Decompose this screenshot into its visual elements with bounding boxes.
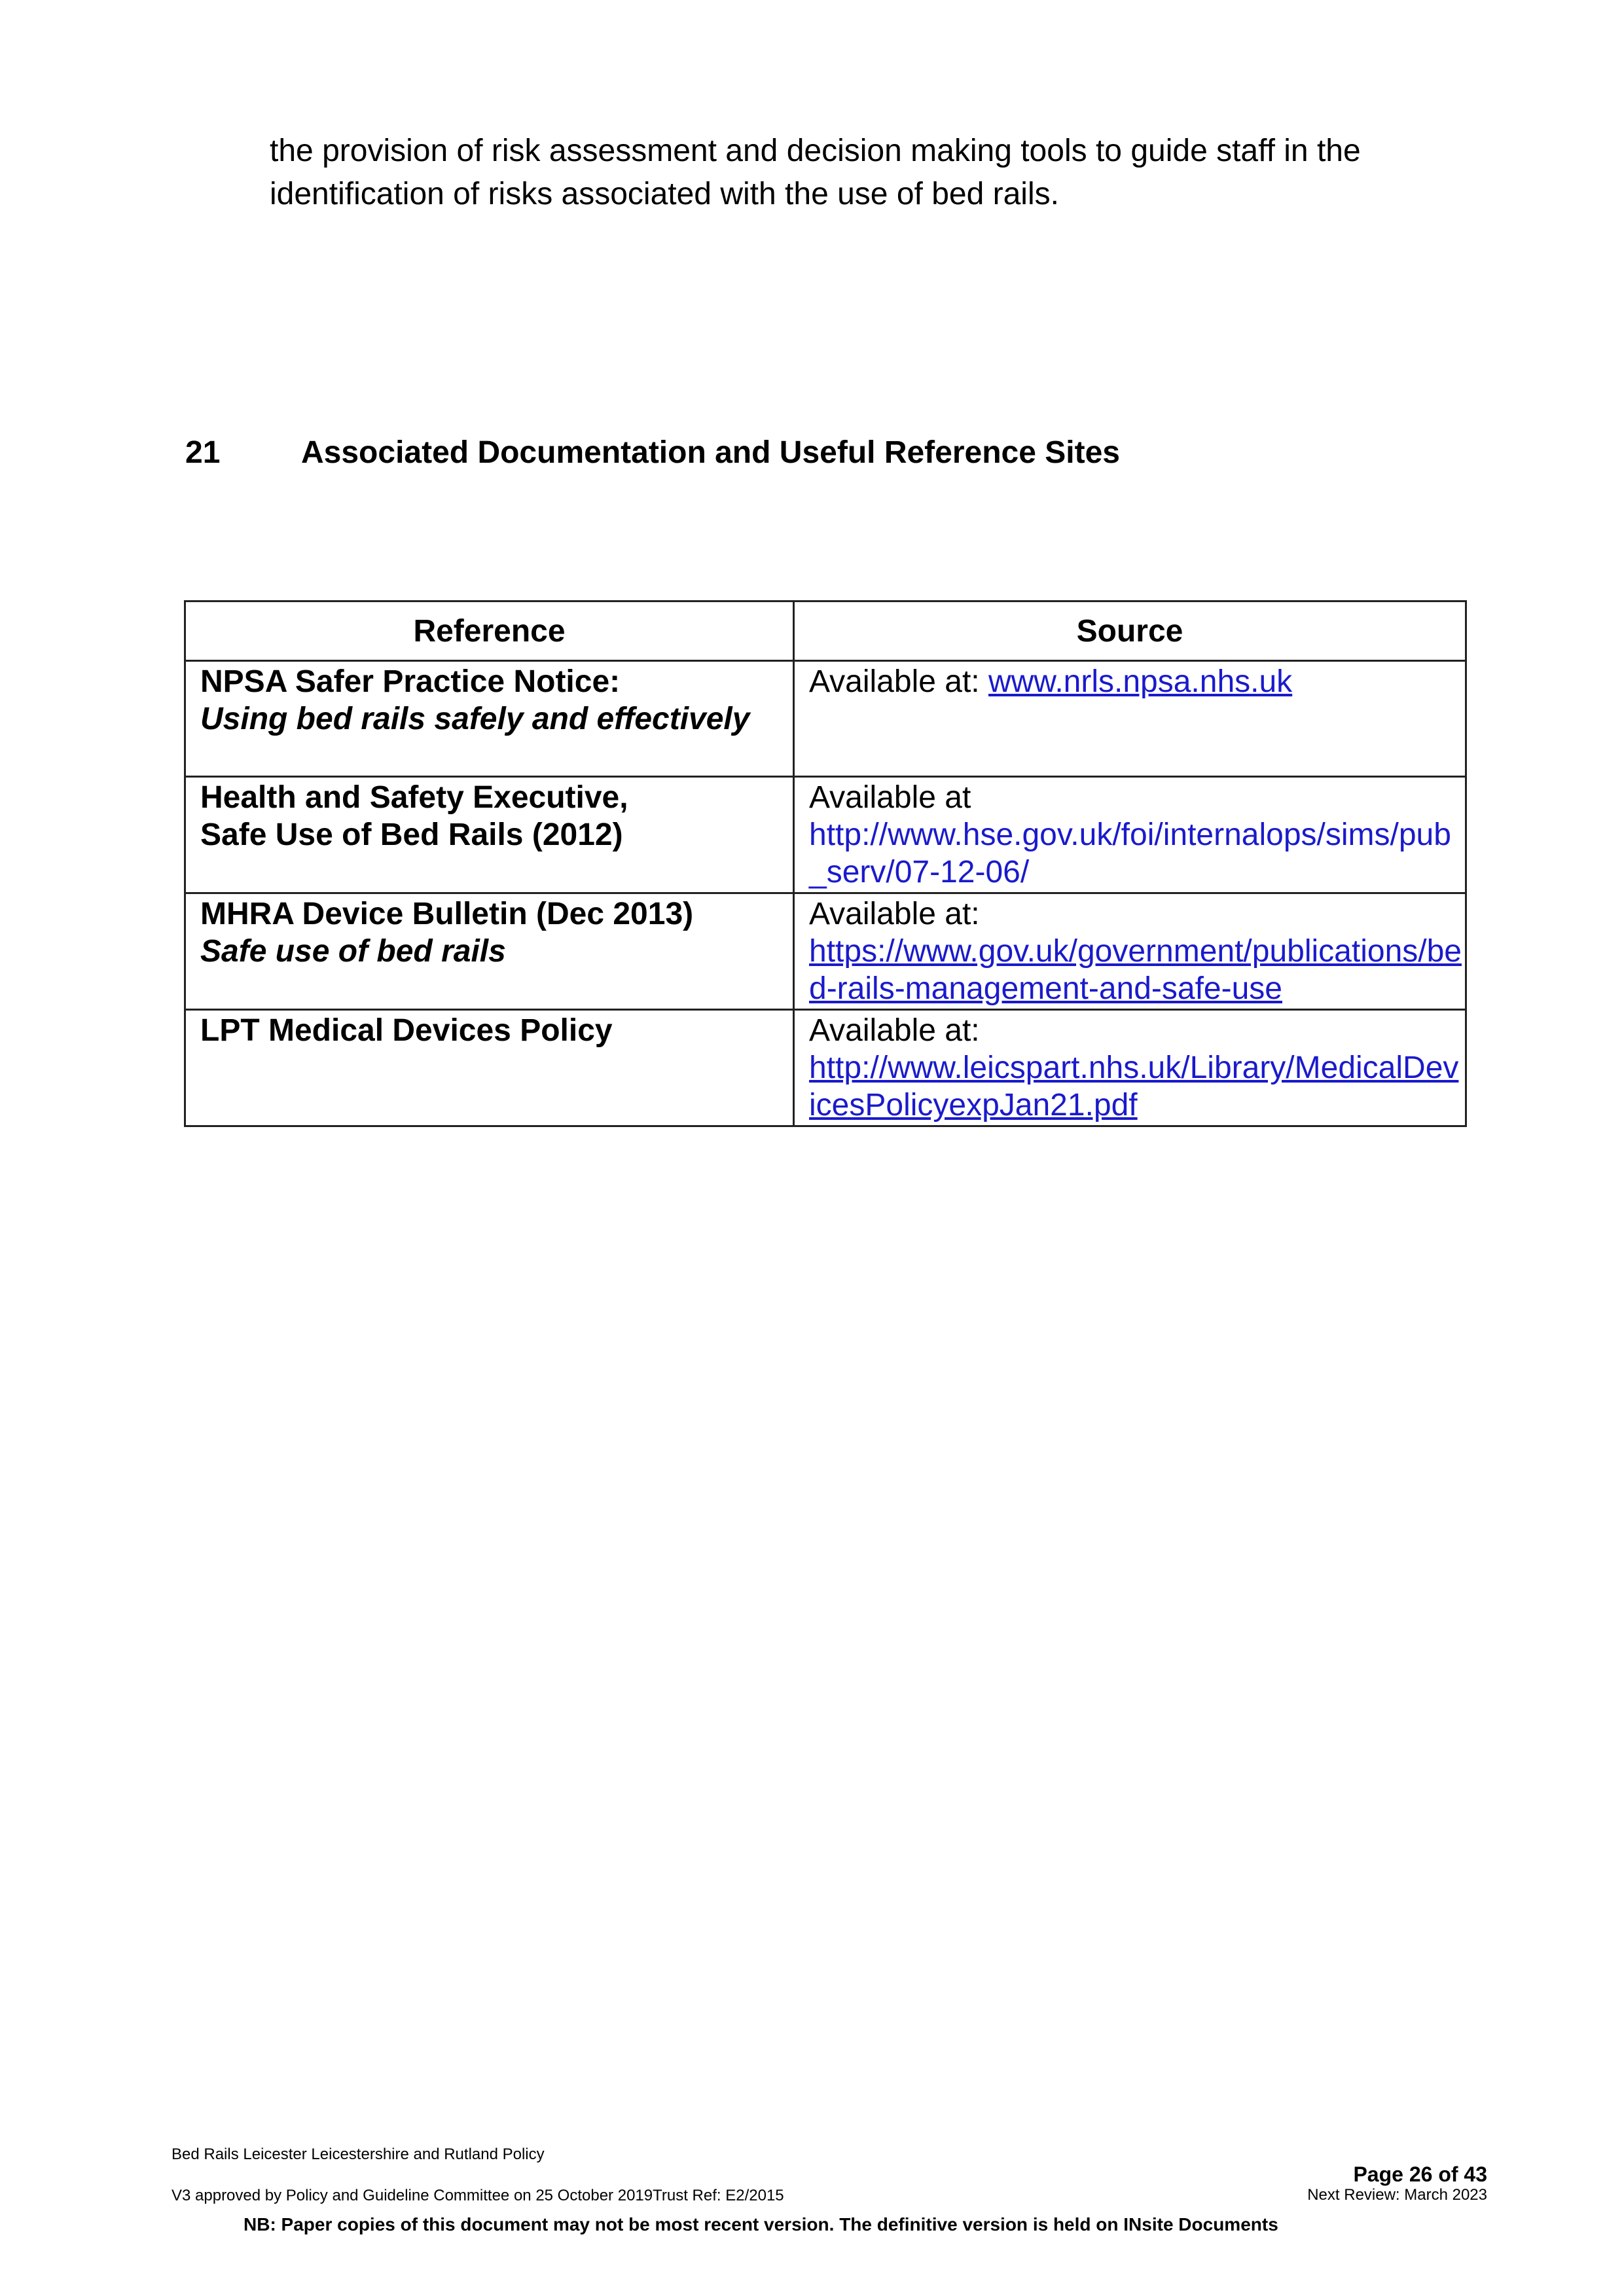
column-header-reference: Reference [185,601,794,661]
reference-cell [185,1010,794,1126]
table-row [185,777,1466,893]
reference-subtitle: Safe Use of Bed Rails (2012) [200,817,623,852]
section-title: Associated Documentation and Useful Reference Sites [301,435,1120,470]
section-number: 21 [185,435,221,470]
footer-page-number: Page 26 of 43 [1353,2162,1487,2186]
reference-cell [185,777,794,893]
intro-line-1: the provision of risk assessment and decision making tools to guide staff in the [270,134,1361,168]
column-header-source: Source [794,601,1466,661]
footer-document-title: Bed Rails Leicester Leicestershire and Rutland Policy [171,2145,545,2163]
table-row [185,893,1466,1010]
section-heading [185,433,1120,473]
source-link[interactable]: http://www.leicspart.nhs.uk/Library/MedicalDevicesPolicyexpJan21.pdf [809,1050,1459,1122]
source-prefix: Available at: [809,1013,980,1048]
source-cell [794,1010,1466,1126]
footer-next-review: Next Review: March 2023 [1307,2186,1487,2204]
reference-title: MHRA Device Bulletin (Dec 2013) [200,897,694,931]
reference-subtitle: Using bed rails safely and effectively [200,702,750,736]
table-header-row [185,601,1466,661]
source-cell [794,661,1466,777]
source-link[interactable]: https://www.gov.uk/government/publications/bed-rails-management-and-safe-use [809,934,1462,1006]
source-prefix: Available at: [809,664,988,699]
source-cell [794,777,1466,893]
intro-line-2: identification of risks associated with the use of bed rails. [270,177,1059,211]
footer-nb-notice: NB: Paper copies of this document may not be most recent version. The definitive version is held on INsite Documents [244,2214,1278,2234]
source-prefix: Available at [809,780,971,815]
table-row [185,661,1466,777]
reference-title: NPSA Safer Practice Notice: [200,664,621,699]
source-link[interactable]: http://www.hse.gov.uk/foi/internalops/sims/pub_serv/07-12-06/ [809,817,1451,889]
footer-approval: V3 approved by Policy and Guideline Committee on 25 October 2019Trust Ref: E2/2015 [171,2187,784,2204]
reference-table [184,600,1467,1127]
table-row [185,1010,1466,1126]
source-cell [794,893,1466,1010]
reference-title: Health and Safety Executive, [200,780,628,815]
reference-subtitle: Safe use of bed rails [200,934,506,969]
intro-paragraph [270,130,1448,216]
source-link[interactable]: www.nrls.npsa.nhs.uk [988,664,1293,699]
reference-title: LPT Medical Devices Policy [200,1013,613,1048]
reference-cell [185,893,794,1010]
reference-cell [185,661,794,777]
source-prefix: Available at: [809,897,980,931]
